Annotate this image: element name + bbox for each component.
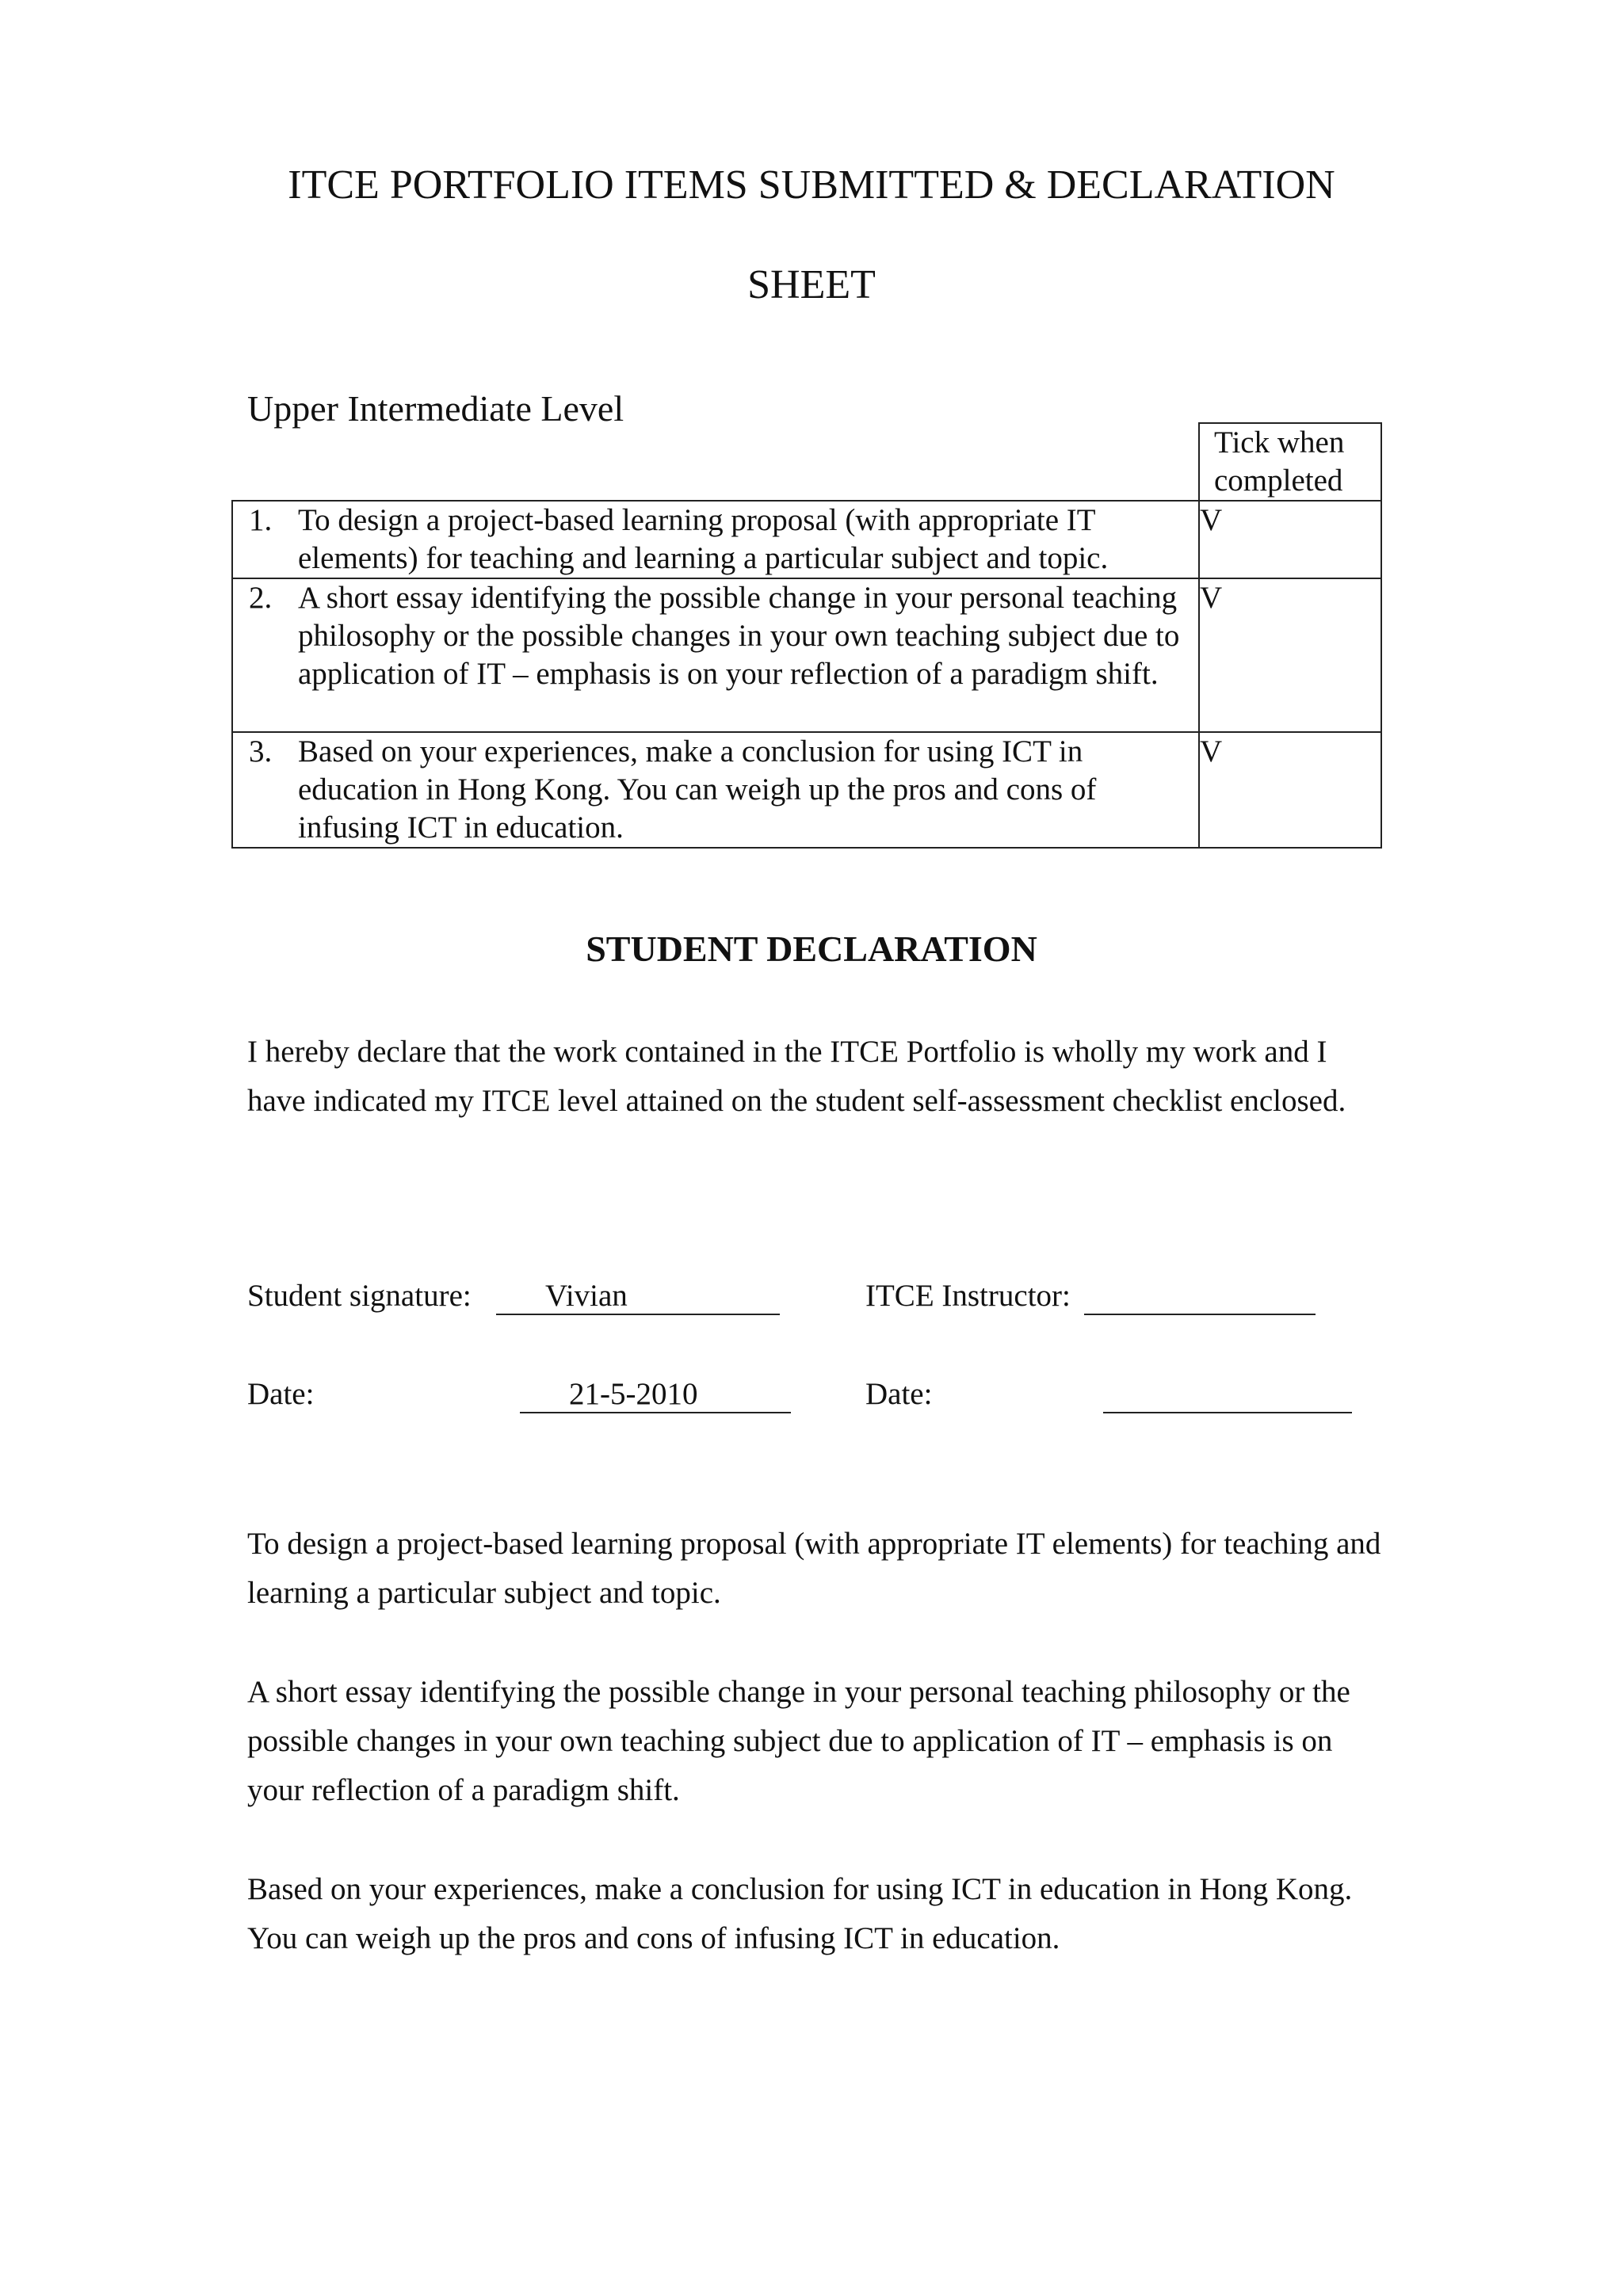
item-number: 3.	[249, 734, 273, 769]
item-paragraph-2: A short essay identifying the possible change in your personal teaching philosophy or the possible changes in your own teaching subject due to application of IT – emphasis is on your reflection of a paradigm shift.	[247, 1675, 1350, 1807]
student-signature-field[interactable]	[496, 1277, 780, 1315]
table-header-spacer	[232, 423, 1199, 501]
declaration-heading: STUDENT DECLARATION	[586, 929, 1037, 969]
table-row	[232, 732, 1381, 848]
item-paragraph-3: Based on your experiences, make a conclusion for using ICT in education in Hong Kong. You can weigh up the pros and cons of infusing ICT in education.	[247, 1872, 1353, 1955]
portfolio-items-table	[231, 422, 1382, 849]
item-number: 1.	[249, 503, 273, 537]
item-paragraph-1: To design a project-based learning proposal (with appropriate IT elements) for teaching and learning a particular subject and topic.	[247, 1527, 1381, 1610]
item-number: 2.	[249, 581, 273, 615]
student-date-label: Date:	[247, 1377, 315, 1411]
instructor-date-field[interactable]	[1103, 1375, 1352, 1413]
instructor-date-label: Date:	[865, 1377, 933, 1411]
tick-cell: V	[1199, 732, 1381, 848]
table-row	[232, 501, 1381, 578]
instructor-signature-field[interactable]	[1084, 1277, 1316, 1315]
page-title-line-1: ITCE PORTFOLIO ITEMS SUBMITTED & DECLARATION	[288, 162, 1335, 208]
page-title-line-2: SHEET	[747, 262, 876, 307]
student-signature-value: Vivian	[545, 1279, 628, 1313]
tick-column-header: Tick when completed	[1199, 423, 1381, 501]
student-date-value: 21-5-2010	[569, 1377, 698, 1411]
student-signature-label: Student signature:	[247, 1279, 472, 1313]
tick-cell: V	[1199, 501, 1381, 578]
item-cell	[232, 501, 1199, 578]
item-description: To design a project-based learning proposal (with appropriate IT elements) for teaching and learning a particular subject and topic.	[298, 503, 1109, 575]
student-date-field[interactable]	[520, 1375, 791, 1413]
declaration-text: I hereby declare that the work contained in the ITCE Portfolio is wholly my work and I have indicated my ITCE level attained on the student self-assessment checklist enclosed.	[247, 1035, 1346, 1118]
table-header-row	[232, 423, 1381, 501]
item-description: Based on your experiences, make a conclusion for using ICT in education in Hong Kong. You can weigh up the pros and cons of infusing ICT in education.	[298, 734, 1097, 845]
tick-cell: V	[1199, 578, 1381, 732]
level-heading: Upper Intermediate Level	[247, 388, 624, 429]
instructor-label: ITCE Instructor:	[865, 1279, 1071, 1313]
item-cell	[232, 732, 1199, 848]
item-cell	[232, 578, 1199, 732]
item-description: A short essay identifying the possible change in your personal teaching philosophy or the possible changes in your own teaching subject due to application of IT – emphasis is on your reflection of a paradigm shift.	[298, 581, 1180, 691]
table-row	[232, 578, 1381, 732]
